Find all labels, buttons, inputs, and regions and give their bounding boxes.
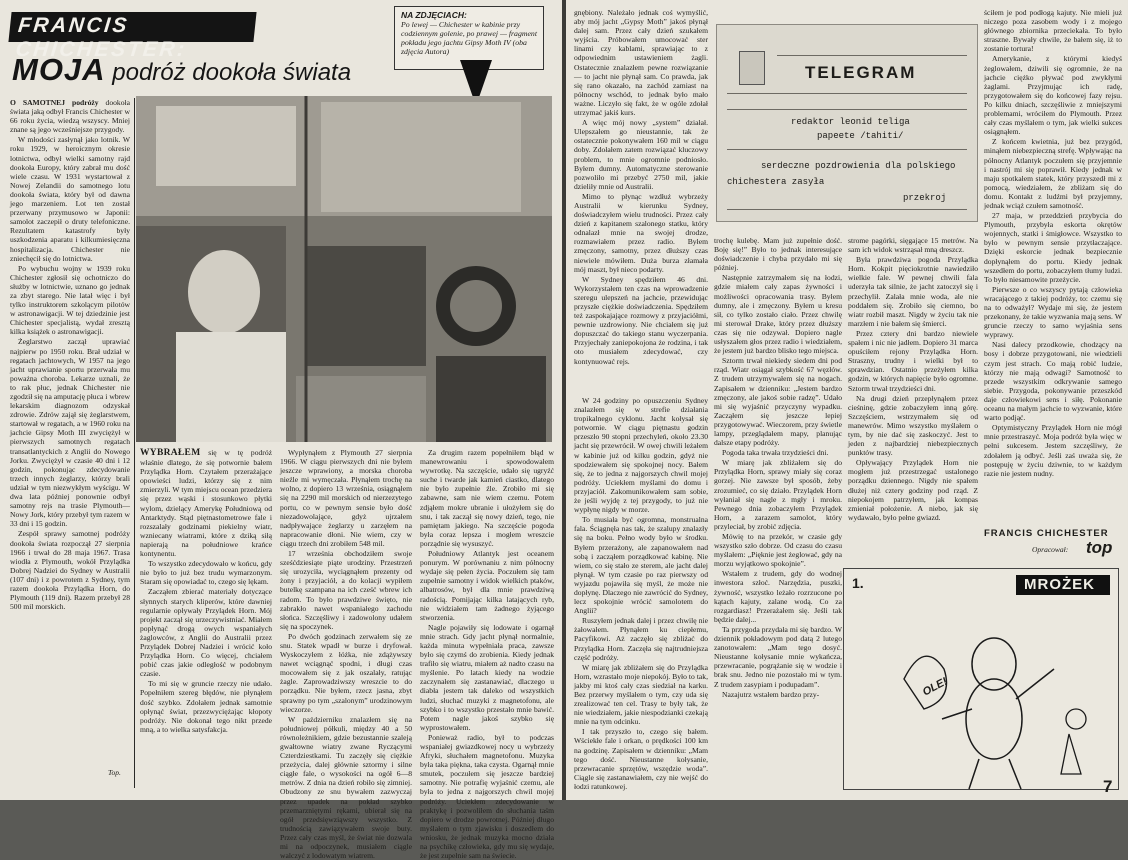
rb2-p8: Ta przygoda przydała mi się bardzo. W dziennik pokładowym pod datą 2 lutego zanotowałem: „Mam tego dosyć. Nieustanne kołysanie mnie wykańcza, przewracanie, pogrążanie się w wodzie i brak snu. Jedno nie pozostało mi w tym. Z trudem zasypiam i podupadam”. — [714, 624, 842, 689]
intro-credit: Top. — [108, 768, 121, 777]
headline-prefix: MOJA — [12, 52, 106, 87]
right-p1: gnębiony. Należało jednak coś wymyślić, aby mój jacht „Gypsy Moth” jakoś płynął dalej sam. Przez cały dzień szukałem wyjścia. Próbowałem umocować ster linami czy kablami, sprawiając to z odpowiednim ustawieniem żagli. Ostatecznie znalazłem pewne rozwiązanie — to jacht nie płynął sam. Co prawda, jak się rano okazało, na zachód zamiast na północny wschód, to jednak było mało ważne. Liczyło się fakt, że w ogóle zdołał utrzymać jakiś kurs. — [574, 8, 708, 118]
article-col-3 — [420, 448, 554, 860]
telegram-rule — [727, 93, 967, 94]
column-rule — [134, 98, 135, 788]
article-col-1 — [140, 448, 272, 792]
telegram-title: TELEGRAM — [805, 63, 917, 82]
right-col4-p4: 27 maja, w przeddzień przybycia do Plymouth, przybyła eskorta okrętów wojennych, statki i śmigłowce. Wszystko to było w pewnym sensie przytłaczające. Dzięki eskorcie jednak bezpiecznie dopłynąłem do portu. Kiedy jednak wszedłem do portu, zobaczyłem tłumy ludzi. To było niesamowite przeżycie. — [984, 211, 1122, 284]
cabin-photo — [136, 96, 552, 442]
rb2-p1: trochę kulebę. Mam już zupełnie dość. Boję się!” Było to jednak interesujące doświadczenie i chyba przydało mi się później. — [714, 236, 842, 273]
rb2-p7: Wstałem z trudem, gdy do wodnej inwestora szłoć. Narzędzia, puszki, żywność, wszystko leżało rozrzucone po kątach kajuty, zalane wodą. Co za rozgardiasz! Przerażałem się. Jeśli tak będzie dalej... — [714, 569, 842, 624]
translator-credit: Opracował: — [1032, 545, 1069, 554]
right-p3: Mimo to płynąc wzdłuż wybrzeży Australii w kierunku Sydney, doświadczyłem wielu trudności. Przez cały dzień z kapitanem szalonego statku, który odnalazł mnie na swojej drodze, rozmawiałem przez radio. Byłem zmęczony, samotny, przez dłuższy czas niewiele mówiłem. Duża burza złamała mój maszt, był nieco podarty. — [574, 191, 708, 274]
right-p2: A więc mój nowy „system” działał. Ulepszałem go nieustannie, tak że ostatecznie pokonywałem 160 mil w ciągu doby. Zdołałem zatem rozwiązać kluczowy problem, to mnie ogromnie podniosło. Byłem dumny. Automatyczne sterowanie pozwoliło mi przebyć 2750 mil, jakie dzieliły mnie od Australii. — [574, 118, 708, 191]
author-banner: FRANCIS CHICHESTER: — [8, 12, 256, 42]
top-logo: top — [1086, 538, 1113, 557]
telegram-rule — [727, 109, 967, 110]
right-top-col-1 — [574, 8, 708, 392]
rb1-p3: Ruszyłem jednak dalej i przez chwilę nie żałowałem. Płynąłem ku ciepłemu, Pacyfikowi. Aż zaczęło się zbliżać do Przylądka Horn. Zaczęła się najtrudniejsza część podróży. — [574, 616, 708, 662]
cartoon-drawing — [844, 569, 1120, 791]
article-headline — [12, 52, 351, 88]
page-number: 7 — [1103, 777, 1113, 796]
right-p4: W Sydney spędziłem 46 dni. Wykorzystałem ten czas na wprowadzenie szeregu ulepszeń na jachcie, przewidując przyszłe ciężkie doświadczenia. Spędziłem też zaspokajające rozmowy z przyjaciółmi, pewnie uzdrowiony. Nie chciałem się już dopuszczać do takiego stanu wyczerpania. Przyjechały zaniepokojona że rodzina, i tak oto musiałem zdecydować, czy kontynuować rejs. — [574, 274, 708, 366]
article-lead: WYBRAŁEM — [140, 448, 201, 458]
rb2-p5: W miarę jak zbliżałem się do Przylądka Horn, sprawy miały się coraz gorzej. Nie zawsze był sposób, żeby zrozumieć, co się działo. Przylądek Horn wyłaniał się nagle z mgły i mroku. Pewnego dnia zobaczyłem Przylądek Horn, a zarazem samolot, który przyleciał, by zrobić zdjęcia. — [714, 458, 842, 531]
article-p11: Nagle pojawiły się lodowate i ogarnął mnie strach. Gdy jacht płynął normalnie, każda minuta wypełniała praca, zawsze było się czymś do zrobienia. Kiedy jednak trafiło się wiatru, miałem aż nadto czasu na myślenie. Po latach kiedy na wodzie zaczynałem się zastanawiać, dlaczego u diabła jestem tak daleko od wszystkich ludzi, słuchać muzyki z magnetofonu, ale szybko i to wszystko przestało mnie bawić. Potem nagle jakoś szybko się wyprostowałem. — [420, 622, 554, 732]
intro-p2: W młodości zasłynął jako lotnik. W roku 1929, w heroicznym okresie lotnictwa, odbył wielki samotny rajd dookoła Europy, który zabrał mu dość wiele czasu. W 1931 wystartował z Nowej Zelandii do samotnego lotu dookoła świata, który był od dawna jego marzeniem. Lot ten został przerwany przymusowo w Japonii: samolot zaczepił o druty telefoniczne. Rezultatem katastrofy były uszkodzenia aparatu i kilkumiesięczna hospitalizacja. Chichester nie zniechęcił się do lotnictwa. — [10, 135, 130, 263]
intro-lead: O SAMOTNEJ podróży — [10, 98, 99, 107]
rb3-p4: Na drugi dzień przepłynąłem przez cieśninę, gdzie zobaczyłem inną górę. Szczęściem, wstrzymałem się od manewrów. Mimo wszystko myślałem o tym, by nie dać się zaskoczyć. Jest to jeden z najbardziej niebezpiecznych punktów trasy. — [848, 393, 978, 458]
stamp-icon — [739, 51, 765, 85]
rb2-p9: Nazajutrz wstałem bardzo przy- — [722, 689, 820, 699]
mrozek-cartoon — [843, 568, 1119, 790]
article-p3: Zacząłem zbierać materiały dotyczące słynnych starych kliperów, które dawniej regularnie opływały Przylądek Horn. Mój projekt zaczął się urzeczywistniać. Miałem popłynąć drogą owych wspaniałych żaglowców, z Anglii do Australii przez Przylądek Dobrej Nadziei i wrócić koło Przylądka Horn. Co więcej, chciałem pobić czas jakie odległość w podobnym czasie. — [140, 587, 272, 679]
article-p7: Po dwóch godzinach zerwałem się ze snu. Statek wpadł w burze i dryfował. Wyskoczyłem z łóżka, nie zdążywszy nawet wciągnąć spodni, i długi czas mocowałem się z jak oszalały, ratując żagle. Zaprowadziwszy wreszcie to do porządku. Nie byłem, rzecz jasna, zbyt sprawny po tym „szalonym” urodzinowym wieczorze. — [280, 631, 412, 714]
right-bottom-col-2 — [714, 236, 842, 792]
article-p12: Ponieważ radio, był to podczas wspaniałej gwiazdkowej nocy u wybrzeży Afryki, słuchałem magnetofonu. Muzyka była taka piękna, taka czysta. Ogarnął mnie smutek, poczułem się jeszcze bardziej samotny. Nie potrafię wyjaśnić czemu, ale była to jedna z najgorszych chwil mojej podróży. Uciekłem zdecydowanie w praktykę i pozwoliłem do słuchania taśm dopiero w drodze powrotnej. Później długo myślałem o tym zjawisku i doszedłem do wniosku, że jednak muzyka mocno działa na psychikę człowieka, gdy mu się wydaje, że jest zupełnie sam na świecie. — [420, 732, 554, 860]
telegram-message: serdeczne pozdrowienia dla polskiego — [761, 161, 956, 171]
photo-caption-text: Po lewej — Chichester w kabinie przy codziennym golenie, po prawej — fragment pokładu jego jachtu Gipsy Moth IV (oba zdjęcia Autora) — [401, 20, 537, 56]
right-col-4 — [984, 8, 1122, 568]
rb1-p2: To musiała być ogromna, monstrualna fala. Ściągnęła nas tak, że szalupy znalazły się na boku. Pełno wody było w środku. Byłem przerażony, ale zapanowałem nad sobą i zacząłem porządkować kabinę. Nie wiem, co się stało ze sterem, ale jacht dalej płynął. W tym czasie po raz pierwszy od wyjazdu pojawiła się myśl, że może nie dopłynę. Dlaczego nie zawrócić do Sydney, lecz spokojnie wrócić samolotem do Anglii? — [574, 515, 708, 616]
right-col4-p1: ściłem je pod podłogą kajuty. Nie mieli już niczego poza zasobem wody i z mojego głównego zbiornika przeciekała. To było straszne. Bywały chwile, że bałem się, iż to zostanie tortura! — [984, 8, 1122, 54]
rb2-p6: Mówię to na przekór, w czasie gdy wszystko szło dobrze. Od czasu do czasu myślałem: „Pięknie jest żeglować, gdy na morzu wyjątkowo spokojnie”. — [714, 532, 842, 569]
article-p2: To wszystko zdecydowało w końcu, gdy nie było to już bez trudu wymarzonym. Staram się opowiadać to, czego się lękam. — [140, 559, 272, 587]
article-p6: 17 września obchodziłem swoje sześćdziesiąte piąte urodziny. Przestrzeń się urozyciła, wyciągnąłem prezenty od żony i przyjaciół, a do kolacji wypiłem butelkę szampana na ich cześć wbrew ich radom. To było prawdziwe święto, nie zabrakło nawet wspaniałego zachodu słońca. Szczęśliwy i zadowolony udałem się na spoczynek. — [280, 549, 412, 631]
article-p4: To mi się w gruncie rzeczy nie udało. Popełniłem szereg błędów, nie płynąłem dość szybko. Zdołałem jednak samotnie opłynąć świat, przezwyciężając kłopoty podróży. Nie dokonał tego nikt przede mną, a to wielka satysfakcja. — [140, 679, 272, 734]
intro-p4: Żeglarstwo zaczął uprawiać najpierw po 1950 roku. Brał udział w regatach jachtowych, W 1957 na jego jacht uprawianie sportu przerwała mu poważna choroba. Lekarze uznali, że to rak płuc, jednak Chichester nie zgodził się na amputację płuca i wbrew lekarskim diagnozom odzyskał zdrowie. Zdrów zajął się żeglarstwem, startował w regatach, a w 1960 roku na jachcie Gipsy Moth III zwyciężył w pierwszych samotnych regatach transatlantyckich z Anglii do Nowego Jorku. Zwyciężył w czasie 40 dni i 12 godzin, pokonując zdecydowanie trzech innych żeglarzy, którzy brali udział w tym niezwykłym wyścigu. W dwa lata później ponownie odbył samotny rejs na trasie Plymouth—Nowy Jork, który przebył tym razem w 33 dni i 15 godzin. — [10, 337, 130, 529]
intro-p1: dookoła świata jaką odbył Francis Chichester w 66 roku życia, wiedzą wszyscy. Mniej znane są jego wcześniejsze przygody. — [10, 98, 130, 135]
telegram-rule — [777, 55, 967, 56]
cartoon-number: 1. — [852, 575, 864, 591]
telegram-image — [716, 24, 978, 222]
telegram-recipient: redaktor leonid teliga — [791, 117, 910, 127]
headline-rest: podróż dookoła świata — [112, 59, 352, 86]
telegram-message-2: chichestera zasyła — [727, 177, 825, 187]
left-page — [0, 0, 562, 860]
rb3-p1: strome pagórki, sięgające 15 metrów. Na sam ich widok wstrząsał mną dreszcz. — [848, 236, 978, 255]
intro-sidebar — [10, 98, 130, 748]
telegram-rule — [727, 149, 967, 150]
article-col-2 — [280, 448, 412, 860]
article-p9: Za drugim razem popełniłem błąd w manewrowaniu i spowodowałem wywrotkę. Na szczęście, udało się ugryźć suche i twarde jak kamień ciastko, dlatego nie było zupełnie źle. Zrobiło mi się zabawne, sam nie wiem czemu. Potem zdjąłem mokre ubranie i ułożyłem się do snu, i tak zaczął się nowy dzień, tego, nie pamiętam jakiego. Na szczęście pogoda była coraz lepsza i mogłem wreszcie porządnie się wysuszyć. — [420, 448, 554, 548]
intro-p3: Po wybuchu wojny w 1939 roku Chichester zgłosił się ochotniczo do służby w lotnictwie, uznano go jednak za zbyt starego. Nie latał więc i był tylko instruktorem szkolącym pilotów w astronawigacji. W tej dziedzinie jest Chichester specjalistą, wydał zresztą kilka książek o astronawigacji. — [10, 263, 130, 337]
right-col4-p2: Amerykanie, z którymi kiedyś żeglowałem, dziwili się ogromnie, że na jachcie ciężko pływać pod zwykłymi żaglami. Przyjmując ich radę, przygotowałem się do końcowej fazy rejsu. Po kilku dniach, szczęśliwie z mniejszymi problemami, wróciłem do Plymouth. Przez cały czas myślałem o tym, jak wielki sukces osiągnąłem. — [984, 54, 1122, 137]
right-bottom-col-1 — [574, 396, 708, 792]
intro-p5: Zespół sprawy samotnej podróży dookoła świata rozpoczął 27 sierpnia 1966 i trwał do 28 maja 1967. Trasa wiodła z Plymouth, wokół Przylądka Dobrej Nadziei do Sydney w Australii (107 dni) i z powrotem z Sydney, tym razem dookoła Przylądka Horn, do Plymouth (119 dni). Razem przebył 28 500 mil morskich. — [10, 529, 130, 612]
rb1-p4: W miarę jak zbliżałem się do Przylądka Horn, wzrastało moje niepokój. Było to tak, jakby mi ktoś cały czas siedział na karku. Bez przerwy myślałem o tym, czy uda się zrealizować ten cel. Trasy te były tak, że nie wiedziałem, jakie niespodzianki czekają mnie na tym odcinku. — [574, 662, 708, 727]
article-p1: się w tę podróż właśnie dlatego, że się potwornie bałem Przylądka Horn. Czytałem przerażające opowieści ludzi, którzy się z nim zmierzyli. W tym miejscu ocean przedziera się przez wąski i stosunkowo płytki wylom, dzielący Amerykę Południową od Antarktydy. Stąd piętnastometrowe fale i rozszalały godzinami piekielny wiatr, wzniecany wiatrami, które z dziką siłą napierają na południowe krańce kontynentu. — [140, 448, 272, 559]
rb3-p5: Opływający Przylądek Horn nie mogłem już przestrzegać ustalonego porządku dziennego. Nigdy nie spałem dłużej niż cztery godziny pod rząd. Z niepokojem patrzyłem, jak kompas zmieniał położenie. A niebo, jak się wydawało, było pełne gwiazd. — [848, 458, 978, 522]
rb1-p5: I tak przyszło to, czego się bałem. Wściekłe fale i orkan, o prędkości 100 km na godzinę. Zapisałem w dzienniku: „Mam tego dość. Nieustanne kołysanie, przewracanie sprzętów, wszędzie woda”. Ciągle się zastanawiałem, czy nie wejść do łodzi ratunkowej. — [574, 727, 708, 791]
right-col4-p5: Pierwsze o co wszyscy pytają człowieka wracającego z takiej podróży, to: czemu się na to odważył? Wydaje mi się, że jestem przekonany, że takie wyzwania mają sens. W gruncie rzeczy to samo wyjaśnia sens wyprawy. — [984, 284, 1122, 340]
rb1-p1: W 24 godziny po opuszczeniu Sydney znalazłem się w strefie działania tropikalnego cyklonu. Jacht kołysał się potwornie. W ciągu piętnastu godzin przeszło 90 stopni przechyleń, około 23.30 jacht się przewrócił. W owej chwili leżałem w kabinie już od kilku godzin, gdyż nie spodziewałem się spokojnej nocy. Bałem się, że to jedna z najgorszych chwil mojej podróży. Uciekłem myślami do domu i przyjaciół. Zakomunikowałem sam sobie, że jeśli wyjdę z tej przygody, to już nie wypłynę nigdy w morze. — [574, 396, 708, 515]
rb3-p3: Przez cztery dni bardzo niewiele spałem i nic nie jadłem. Dopiero 31 marca opuściłem rejony Przylądka Horn. Straszny, trudny i wielki był to sprawdzian. Ostatnio przeżyłem kilka godzin, w których napięcie było ogromne. Sztorm trwał trzydzieści dni. — [848, 328, 978, 393]
author-signature: FRANCIS CHICHESTER — [984, 528, 1109, 539]
right-col4-p3: Z końcem kwietnia, już bez przygód, minąłem niebezpieczną strefę. Wpływając na północny Atlantyk poczułem się przyjemnie i nastrój mi się poprawił. Kiedy jednak w maju spotkałem statek, który przyszedł mi z pomocą, wiedziałem, że zbliżam się do domu. Kontakt z ludźmi był przyjemny, jednak wciąż czułem samotność. — [984, 137, 1122, 210]
right-col4-p7: Optymistyczny Przylądek Horn nie mógł mnie przestraszyć. Moja podróż była więc w pełni sukcesem. Jestem szczęśliwy, że zdołałem ją odbyć. Jeśli zaś uważa się, że postępuję w życiu dziwnie, to w każdym razie nie jestem nudny. — [984, 423, 1122, 478]
cartoon-title: MROŻEK — [1016, 575, 1110, 595]
rb2-p4: Pogoda taka trwała trzydzieści dni. — [722, 448, 829, 458]
rb3-p2: Była prawdziwa pogoda Przylądka Horn. Kokpit pięciokrotnie nawiedziło wielkie fale. W pewnej chwili fala uderzyła tak silnie, że jacht zatoczył się i przechylił. Zalała mnie woda, ale nie poddałem się. Zrobiło się ciemno, bo wiatr rozbił maszt. Nigdy w życiu tak nie marzłem i nie bałem się śmierci. — [848, 255, 978, 328]
telegram-sign: przekroj — [903, 193, 947, 203]
telegram-rule — [727, 209, 967, 210]
rb2-p3: Sztorm trwał niekiedy siedem dni pod rząd. Wiatr osiągał szybkość 67 węzłów. Z trudem utrzymywałem się na nogach. Zapisałem w dzienniku: „Jestem bardzo zmęczony, ale jakoś sobie radzę”. Udało mi się wyjaśnić przyczyny wypadku. Zacząłem się jeszcze lepiej przygotowywać. Wieczorem, przy świetle lampy, przeglądałem mapy, planując dalsze etapy podróży. — [714, 356, 842, 448]
article-p5: Wypłynąłem z Plymouth 27 sierpnia 1966. W ciągu pierwszych dni nie byłem jeszcze wprawiony, a morska choroba nieźle mi wymęczała. Płynąłem trochę na wolno, z dopiero 13 września, osiągnąłem się na 2290 mil morskich od nierzezytego portu, co w pewnym sensie było dość niezadowolające, gdyż ujrzałem nadpływające żeglarzy u zarzęłem na napracowanie dłoni. Nie wiem, czy w ciągu trzech dni zrobiłem 548 mil. — [280, 448, 412, 548]
rb2-p2: Następnie zatrzymałem się na łodzi, gdzie miałem cały zapas żywności i możliwości opracowania trasy. Byłem dumny, ale i zmęczony. Byłem u kresu sił, co tylko zostało ciało. Przez chwilę mi sterował Drake, który przez dłuższy czas się nie odzywał. Dopiero nagle usłyszałem głos przez radio i wiedziałem, że jestem już bardzo blisko tego miejsca. — [714, 273, 842, 356]
speech-bubble: OLE! — [920, 675, 950, 699]
article-p10: Południowy Atlantyk jest oceanem ponurym. W porównaniu z nim północny wydaje się pełen życia. Poczułem się tam zupełnie samotny i widok wielkich ptaków, albatrosów, był dla mnie prawdziwą radością. Pomijając kilka latających ryb, nie widziałem tam żadnego żyjącego stworzenia. — [420, 549, 554, 622]
right-col4-p6: Nasi dalecy przodkowie, chodzący na bosy i dobrze przygotowani, nie wiedzieli czym jest strach. Co mają robić ludzie, którzy nie mają odwagi? Samotność to przede wszystkim odkrywanie samego siebie. Przygoda, pokonywanie przeszkód daje człowiekowi sens i siłę. Pokonanie oceanu na małym jachcie to wyzwanie, które warto podjąć. — [984, 340, 1122, 423]
photo-caption-title: NA ZDJĘCIACH: — [401, 10, 467, 20]
telegram-address: papeete /tahiti/ — [817, 131, 904, 141]
article-p8: W październiku znalazłem się na południowej półkuli, między 40 a 50 równoleżnikiem, gdzie bezustannie szaleją gwałtowne wiatry zwane Ryczącymi Czterdziestkami. Tu zaczęły się ciężkie przeżycia, dalej głównie sztormy i silne ciągłe fale, o wysokości na ogół 6—8 metrów. Z dnia na dzień robiło się zimniej. Obudzony ze snu bywałem zazwyczaj przez upadek na pokład szybko przemarzniętymi rękami, ubierał się na ogół przedsięwziąwszy wszystko. Z trudnością zawiązywałem swoje buty. Przez cały czas myśl, że świat nie dozwala mi na odpoczynek, musiałem ciągle walczyć z lodowatym wiatrem. — [280, 714, 412, 860]
